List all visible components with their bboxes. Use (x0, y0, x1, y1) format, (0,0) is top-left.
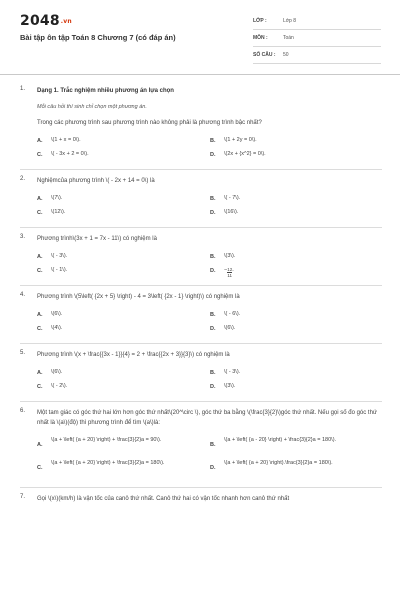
question-number: 5. (20, 350, 26, 356)
option-a[interactable] (37, 310, 210, 324)
meta-label: LỚP : (253, 18, 267, 24)
option-letter: D. (210, 326, 216, 332)
fraction-sign: − (224, 267, 228, 273)
meta-table (253, 13, 381, 64)
option-text: \(7\). (51, 195, 63, 201)
question-number: 6. (20, 408, 26, 414)
option-c[interactable] (37, 266, 210, 280)
page-title: Bài tập ôn tập Toán 8 Chương 7 (có đáp án) (20, 33, 176, 42)
question-text: Phương trình\(3x + 1 = 7x - 11\) có nghiệm là (37, 236, 157, 242)
option-letter: B. (210, 196, 216, 202)
option-a[interactable] (37, 136, 210, 150)
question-number: 1. (20, 86, 26, 92)
option-a[interactable] (37, 368, 210, 382)
question-divider (20, 169, 382, 170)
option-c[interactable] (37, 382, 210, 396)
question-text: Gọi \(x\)(km/h) là vận tốc của canô thứ nhất. Canô thứ hai có vận tốc nhanh hơn canô thứ nhất (37, 496, 290, 502)
option-text: \( - 2\). (51, 383, 68, 389)
option-text: \(4\). (51, 325, 63, 331)
meta-value: Toán (283, 35, 294, 41)
option-d[interactable] (210, 150, 383, 164)
option-text: \(6\). (224, 325, 236, 331)
site-logo[interactable] (20, 13, 72, 29)
question-5 (20, 350, 382, 396)
question-4 (20, 292, 382, 338)
question-number: 4. (20, 292, 26, 298)
option-letter: C. (37, 152, 43, 158)
question-text: Phương trình \(5\left( {2x + 5} \right) - 4 = 3\left( {2x - 1} \right)\) có nghiệm là (37, 294, 240, 300)
option-c[interactable] (37, 150, 210, 164)
option-letter: C. (37, 268, 43, 274)
question-1 (20, 86, 382, 164)
option-a[interactable] (37, 252, 210, 266)
option-b[interactable] (210, 252, 383, 266)
option-letter: C. (37, 384, 43, 390)
question-divider (20, 487, 382, 488)
option-letter: B. (210, 138, 216, 144)
option-d[interactable] (210, 266, 383, 280)
option-text: \(3\). (224, 383, 236, 389)
option-letter: B. (210, 312, 216, 318)
question-7 (20, 494, 382, 504)
question-3 (20, 234, 382, 280)
question-divider (20, 285, 382, 286)
option-b[interactable] (210, 194, 383, 208)
option-text: \(6\). (51, 311, 63, 317)
logo-text: 2048 (20, 13, 60, 29)
meta-row-subject (253, 30, 381, 47)
options-grid (37, 368, 382, 396)
option-text: \( - 6\). (224, 311, 241, 317)
option-letter: D. (210, 384, 216, 390)
meta-label: MÔN : (253, 35, 268, 41)
option-text: \(6\). (51, 369, 63, 375)
options-grid (37, 310, 382, 338)
meta-row-count (253, 47, 381, 64)
option-letter: A. (37, 312, 43, 318)
option-text: \(1 + x = 0\). (51, 137, 81, 143)
option-letter: D. (210, 268, 216, 274)
header-divider (0, 74, 400, 75)
option-fraction-text (224, 266, 234, 278)
section-title: Dạng 1. Trắc nghiệm nhiều phương án lựa chọn (37, 88, 174, 94)
option-c[interactable] (37, 324, 210, 338)
option-a[interactable] (37, 436, 210, 459)
option-b[interactable] (210, 436, 383, 459)
fraction-suffix: . (232, 267, 234, 273)
question-6 (20, 408, 382, 482)
fraction-denominator: 11 (227, 273, 233, 278)
meta-value: Lớp 8 (283, 18, 297, 24)
option-b[interactable] (210, 368, 383, 382)
question-list (20, 86, 382, 504)
header (0, 0, 400, 66)
question-number: 2. (20, 176, 26, 182)
option-a[interactable] (37, 194, 210, 208)
meta-value: 50 (283, 52, 289, 58)
question-number: 3. (20, 234, 26, 240)
question-divider (20, 343, 382, 344)
options-grid (37, 436, 382, 482)
option-text: \( - 3\). (224, 369, 241, 375)
option-text: \( - 1\). (51, 267, 68, 273)
option-letter: B. (210, 370, 216, 376)
question-text: Phương trình \(x + \frac{{3x - 1}}{4} = 2 + \frac{{2x + 3}}{3}\) có nghiệm là (37, 352, 230, 358)
option-text: \(12\). (51, 209, 66, 215)
meta-row-class (253, 13, 381, 30)
option-letter: A. (37, 442, 43, 448)
option-letter: C. (37, 326, 43, 332)
option-text: \(16\). (224, 209, 239, 215)
option-text: \(2x + {x^2} = 0\). (224, 151, 266, 157)
option-letter: A. (37, 196, 43, 202)
options-grid (37, 136, 382, 164)
option-text: \( - 3x + 2 = 0\). (51, 151, 89, 157)
options-grid (37, 252, 382, 280)
question-divider (20, 401, 382, 402)
option-c[interactable] (37, 459, 210, 482)
option-c[interactable] (37, 208, 210, 222)
option-text: \(a + \left( {a + 20} \right).\frac{3}{2}a = 180\). (224, 460, 333, 466)
option-d[interactable] (210, 324, 383, 338)
question-text: Một tam giác có góc thứ hai lớn hơn góc thứ nhất\(20^\circ \), góc thứ ba bằng \(\frac{3}{2}\)góc thứ nhất. Nếu gọi số đo góc thứ nhất là \(a\)(độ) thì phương trình để tìm \(a\)là: (37, 410, 377, 426)
option-letter: B. (210, 254, 216, 260)
option-b[interactable] (210, 136, 383, 150)
option-d[interactable] (210, 382, 383, 396)
logo-tld: .vn (60, 18, 72, 25)
option-text: \(a + \left( {a + 20} \right) + \frac{3}{2}a = 180\). (51, 460, 165, 466)
question-text: Nghiệmcủa phương trình \( - 2x + 14 = 0\) là (37, 178, 155, 184)
option-letter: D. (210, 152, 216, 158)
option-letter: A. (37, 254, 43, 260)
option-letter: C. (37, 465, 43, 471)
option-letter: D. (210, 465, 216, 471)
question-number: 7. (20, 494, 26, 500)
option-letter: A. (37, 138, 43, 144)
option-letter: C. (37, 210, 43, 216)
option-letter: A. (37, 370, 43, 376)
options-grid (37, 194, 382, 222)
meta-label: SỐ CÂU : (253, 52, 276, 58)
option-text: \( - 3\). (51, 253, 68, 259)
option-text: \(a + \left( {a + 20} \right) + \frac{3}{2}a = 90\). (51, 437, 162, 443)
option-text: \( - 7\). (224, 195, 241, 201)
section-subtitle: Mỗi câu hỏi thí sinh chỉ chọn một phương án. (37, 104, 147, 110)
fraction-numerator: 12 (227, 267, 233, 272)
option-b[interactable] (210, 310, 383, 324)
option-d[interactable] (210, 459, 383, 482)
option-letter: D. (210, 210, 216, 216)
option-letter: B. (210, 442, 216, 448)
option-text: \(1 + 2y = 0\). (224, 137, 257, 143)
question-text: Trong các phương trình sau phương trình nào không phải là phương trình bậc nhất? (37, 120, 262, 126)
option-text: \(3\). (224, 253, 236, 259)
option-d[interactable] (210, 208, 383, 222)
option-text: \(a + \left( {a - 20} \right) + \frac{3}{2}a = 180\). (224, 437, 337, 443)
question-2 (20, 176, 382, 222)
question-divider (20, 227, 382, 228)
